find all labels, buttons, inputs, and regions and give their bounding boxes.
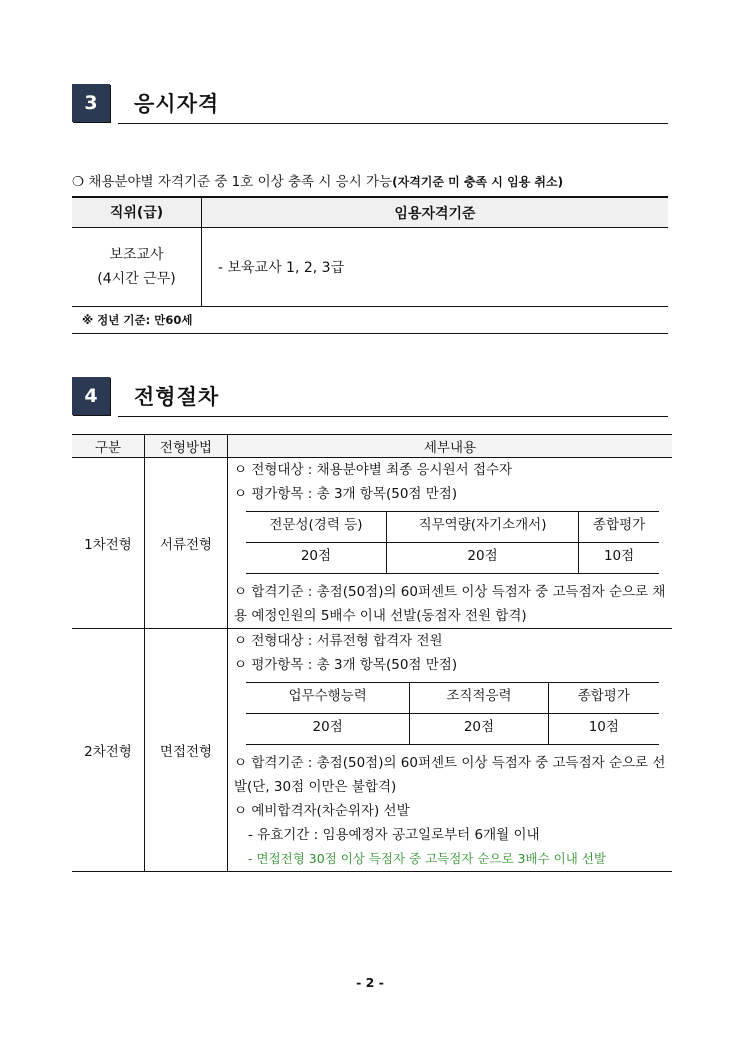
evaluation-table bbox=[246, 682, 659, 745]
reserve-line: ㅇ 예비합격자(차순위자) 선발 bbox=[234, 803, 410, 819]
eval-header: 업무수행능력 bbox=[246, 683, 410, 714]
section-number: 3 bbox=[72, 84, 110, 122]
pass-criteria: ㅇ 합격기준 : 총점(50점)의 60퍼센트 이상 득점자 중 고득점자 순으로 선발(단, 30점 이만은 불합격) bbox=[234, 755, 666, 795]
table-row bbox=[72, 458, 672, 629]
section-divider bbox=[118, 123, 668, 124]
target-line: ㅇ 전형대상 : 채용분야별 최종 응시원서 접수자 bbox=[234, 462, 513, 478]
method-cell: 서류전형 bbox=[145, 458, 228, 629]
section-title: 응시자격 bbox=[134, 92, 220, 116]
pass-criteria: ㅇ 합격기준 : 총점(50점)의 60퍼센트 이상 득점자 중 고득점자 순으로 채용 예정인원의 5배수 이내 선발(동점자 전원 합격) bbox=[234, 584, 666, 624]
details-cell bbox=[228, 458, 673, 629]
eval-score: 10점 bbox=[548, 714, 659, 745]
eval-header: 직무역량(자기소개서) bbox=[386, 512, 578, 543]
eval-header: 전문성(경력 등) bbox=[246, 512, 386, 543]
eval-score: 20점 bbox=[410, 714, 548, 745]
eval-score: 10점 bbox=[579, 543, 659, 574]
items-line: ㅇ 평가항목 : 총 3개 항목(50점 만점) bbox=[234, 486, 458, 502]
position-name: 보조교사 bbox=[109, 247, 164, 263]
stage-cell: 2차전형 bbox=[72, 629, 145, 872]
header-position: 직위(급) bbox=[72, 197, 202, 228]
header-stage: 구분 bbox=[72, 435, 145, 458]
eligibility-table bbox=[72, 196, 668, 334]
table-row bbox=[72, 629, 672, 872]
eval-score: 20점 bbox=[246, 714, 410, 745]
items-line: ㅇ 평가항목 : 총 3개 항목(50점 만점) bbox=[234, 657, 458, 673]
header-method: 전형방법 bbox=[145, 435, 228, 458]
section-4-header bbox=[72, 377, 668, 417]
header-details: 세부내용 bbox=[228, 435, 673, 458]
eval-score: 20점 bbox=[386, 543, 578, 574]
position-cell bbox=[72, 228, 202, 307]
evaluation-table bbox=[246, 511, 659, 574]
eval-header: 조직적응력 bbox=[410, 683, 548, 714]
header-criteria: 임용자격기준 bbox=[202, 197, 669, 228]
section-title: 전형절차 bbox=[134, 385, 220, 409]
stage-cell: 1차전형 bbox=[72, 458, 145, 629]
eval-header: 종합평가 bbox=[548, 683, 659, 714]
criteria-cell: - 보육교사 1, 2, 3급 bbox=[202, 228, 669, 307]
eval-score: 20점 bbox=[246, 543, 386, 574]
eligibility-note-text: ❍ 채용분야별 자격기준 중 1호 이상 충족 시 응시 가능 bbox=[72, 174, 393, 190]
details-cell bbox=[228, 629, 673, 872]
section-3-header bbox=[72, 84, 668, 124]
table-row bbox=[72, 228, 668, 307]
selection-process-table bbox=[72, 434, 672, 872]
validity-line: - 유효기간 : 임용예정자 공고일로부터 6개월 이내 bbox=[248, 827, 540, 843]
section-number: 4 bbox=[72, 377, 110, 415]
eval-header: 종합평가 bbox=[579, 512, 659, 543]
retirement-footnote: ※ 정년 기준: 만60세 bbox=[72, 307, 668, 334]
target-line: ㅇ 전형대상 : 서류전형 합격자 전원 bbox=[234, 633, 443, 649]
section-divider bbox=[118, 416, 668, 417]
eligibility-note bbox=[72, 170, 563, 190]
page-number: - 2 - bbox=[356, 975, 384, 990]
position-hours: (4시간 근무) bbox=[97, 271, 176, 287]
reserve-note: - 면접전형 30점 이상 득점자 중 고득점자 순으로 3배수 이내 선발 bbox=[248, 851, 606, 866]
method-cell: 면접전형 bbox=[145, 629, 228, 872]
eligibility-note-bold: (자격기준 미 충족 시 임용 취소) bbox=[392, 175, 564, 189]
